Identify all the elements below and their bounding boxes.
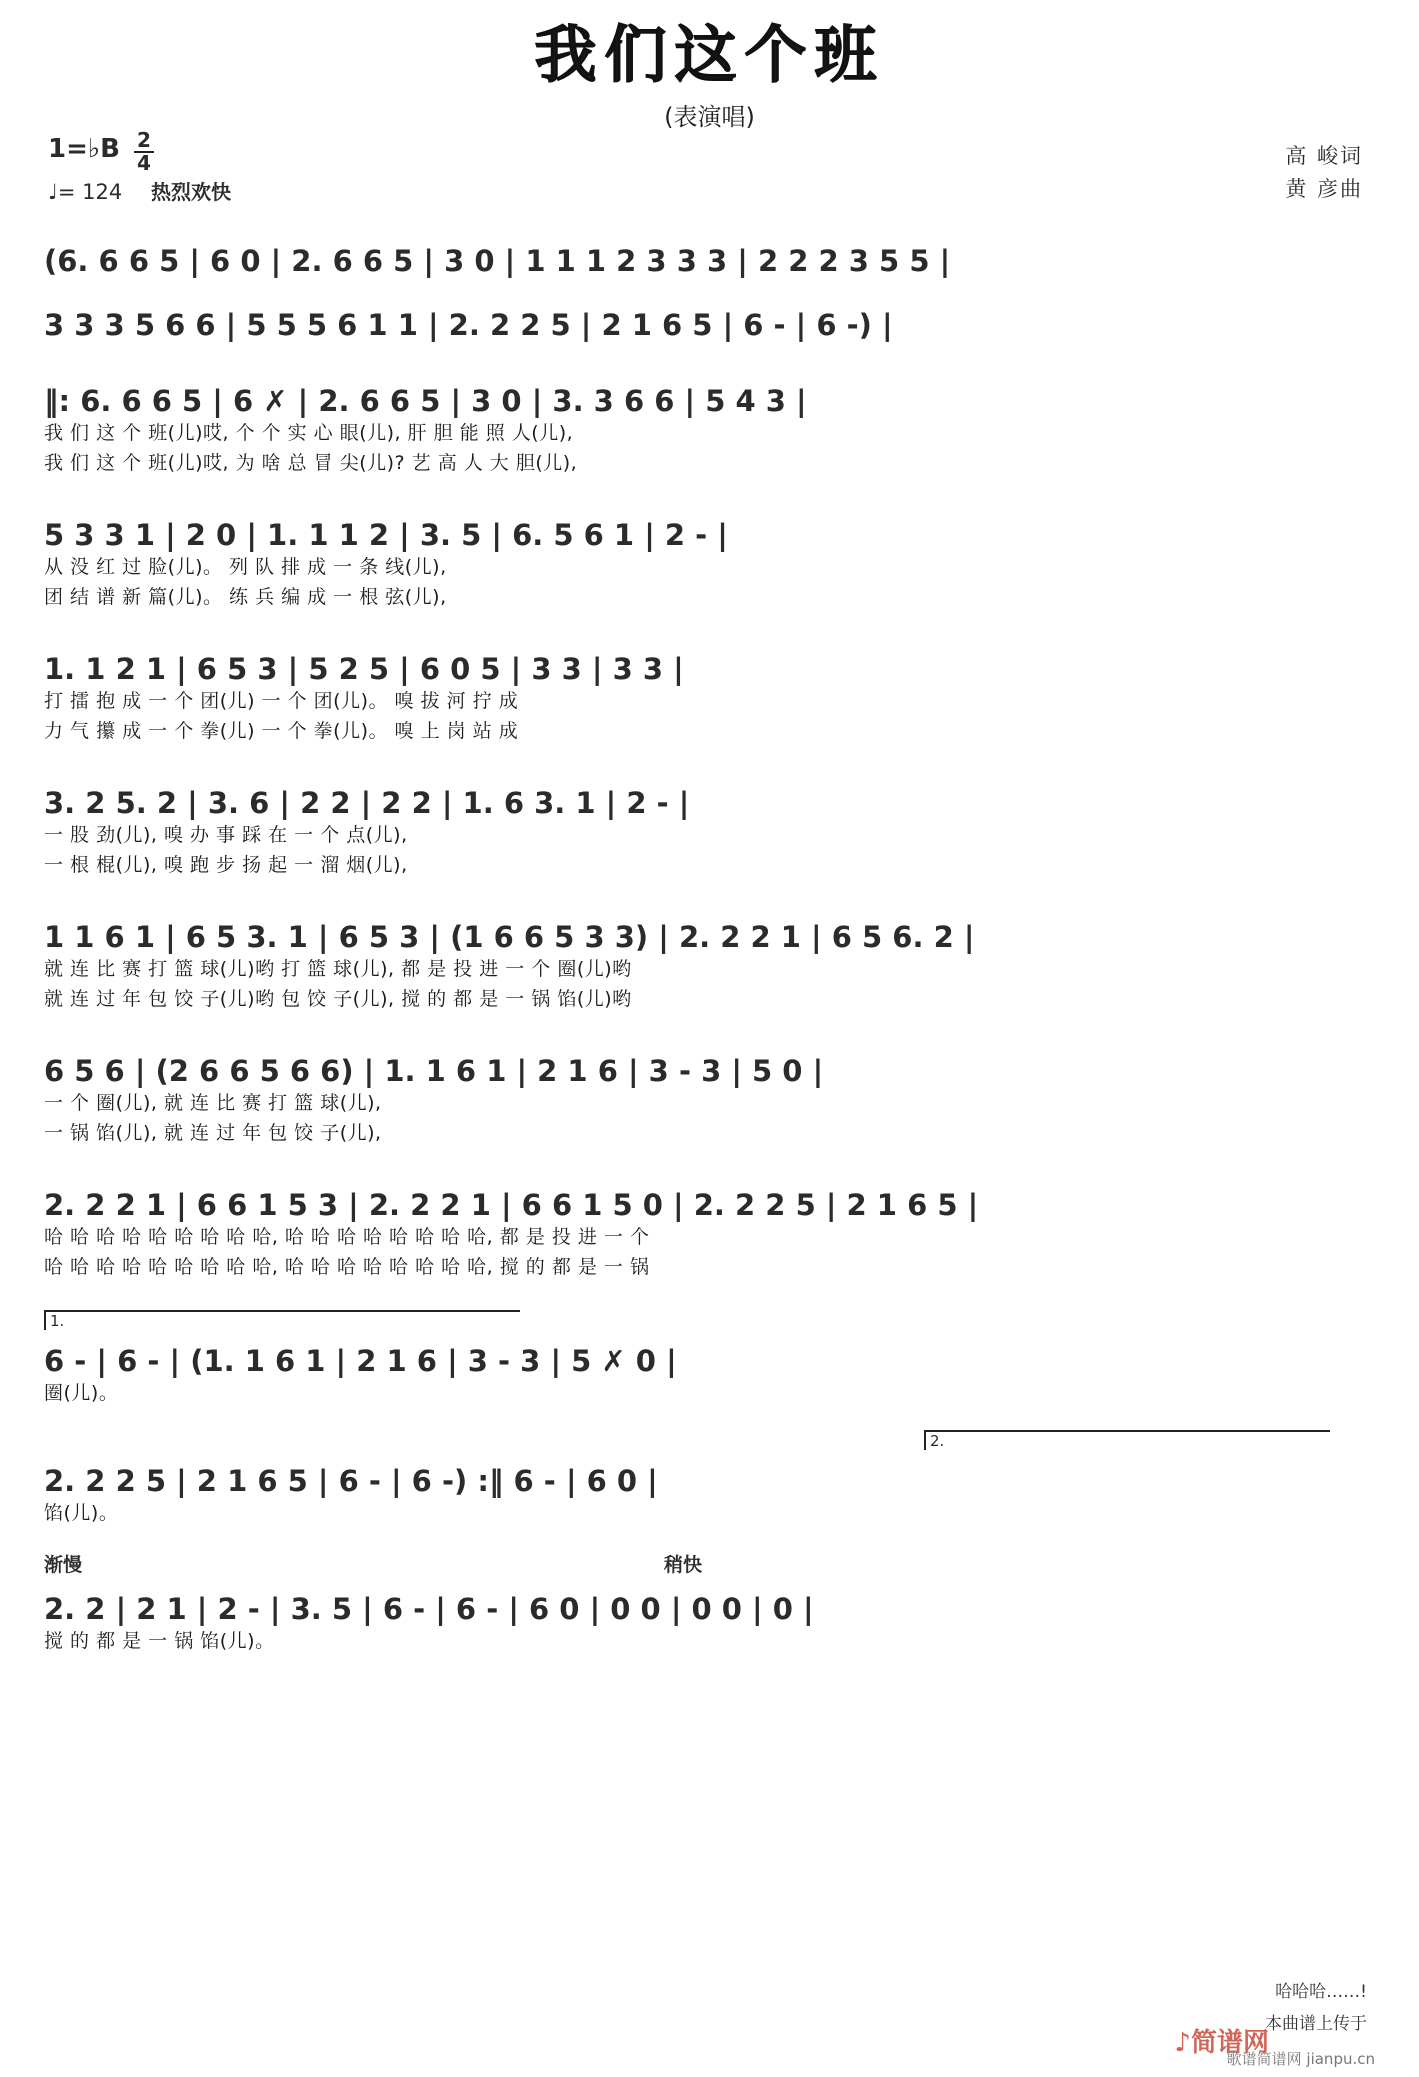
site-watermark: 歌谱简谱网 jianpu.cn bbox=[1226, 2050, 1375, 2068]
lyric-text: 我 们 这 个 班(儿)哎, 个 个 实 心 眼(儿), 肝 胆 能 照 人(儿), bbox=[44, 422, 574, 445]
notation-text: (6. 6 6 5 | 6 0 | 2. 6 6 5 | 3 0 | 1 1 1 2 3 3 3 | 2 2 2 3 5 5 | bbox=[44, 244, 951, 279]
notation-row bbox=[44, 500, 1375, 552]
notation-text: 5 3 3 1 | 2 0 | 1. 1 1 2 | 3. 5 | 6. 5 6 1 | 2 - | bbox=[44, 518, 728, 553]
lyric-text: 我 们 这 个 班(儿)哎, 为 啥 总 冒 尖(儿)? 艺 高 人 大 胆(儿), bbox=[44, 452, 578, 475]
music-system-9 bbox=[44, 1164, 1375, 1282]
music-system-4 bbox=[44, 494, 1375, 612]
lyric-row-verse1 bbox=[44, 954, 1375, 984]
mood-marking: 热烈欢快 bbox=[150, 180, 231, 205]
lyric-row-verse2 bbox=[44, 582, 1375, 612]
volta-label: 1. bbox=[50, 1312, 65, 1331]
tempo-marking bbox=[48, 176, 231, 205]
page-title: 我们这个班 bbox=[534, 18, 885, 91]
notation-row bbox=[44, 290, 1375, 342]
music-system-11 bbox=[44, 1424, 1375, 1528]
lyric-row-verse1 bbox=[44, 1088, 1375, 1118]
music-system-1 bbox=[44, 220, 1375, 278]
notation-row bbox=[44, 1574, 1375, 1626]
tempo-mark-faster: 稍快 bbox=[664, 1554, 703, 1577]
spoken-text: 哈哈哈……! bbox=[1275, 1982, 1367, 2002]
notation-row bbox=[44, 1446, 1375, 1498]
music-system-12 bbox=[44, 1544, 1375, 1656]
lyric-text: 一 个 圈(儿), 就 连 比 赛 打 篮 球(儿), bbox=[44, 1092, 382, 1115]
music-system-8 bbox=[44, 1030, 1375, 1148]
lyric-text: 哈 哈 哈 哈 哈 哈 哈 哈 哈, 哈 哈 哈 哈 哈 哈 哈 哈, 搅 的 都 是 一 锅 bbox=[44, 1256, 650, 1279]
music-system-7 bbox=[44, 896, 1375, 1014]
lyric-text: 团 结 谱 新 篇(儿)。 练 兵 编 成 一 根 弦(儿), bbox=[44, 586, 447, 609]
lyric-row-verse2 bbox=[44, 448, 1375, 478]
lyric-text: 从 没 红 过 脸(儿)。 列 队 排 成 一 条 线(儿), bbox=[44, 556, 447, 579]
notation-text: 2. 2 2 1 | 6 6 1 5 3 | 2. 2 2 1 | 6 6 1 5 0 | 2. 2 2 5 | 2 1 6 5 | bbox=[44, 1188, 979, 1223]
tempo-value: ♩= 124 bbox=[48, 180, 123, 205]
lyric-row-verse1 bbox=[44, 686, 1375, 716]
lyric-row-verse1 bbox=[44, 1626, 1375, 1656]
lyric-text: 哈 哈 哈 哈 哈 哈 哈 哈 哈, 哈 哈 哈 哈 哈 哈 哈 哈, 都 是 投 进 一 个 bbox=[44, 1226, 650, 1249]
footer-note bbox=[1265, 1980, 1367, 2037]
score-header-meta bbox=[0, 128, 1419, 220]
notation-text: 1. 1 2 1 | 6 5 3 | 5 2 5 | 6 0 5 | 3 3 | 3 3 | bbox=[44, 652, 684, 687]
lyric-text: 圈(儿)。 bbox=[44, 1382, 119, 1405]
notation-text: 3 3 3 5 6 6 | 5 5 5 6 1 1 | 2. 2 2 5 | 2 1 6 5 | 6 - | 6 -) | bbox=[44, 308, 893, 343]
lyric-text: 馅(儿)。 bbox=[44, 1502, 119, 1525]
notation-text: 6 - | 6 - | (1. 1 6 1 | 2 1 6 | 3 - 3 | 5 ✗ 0 | bbox=[44, 1344, 677, 1379]
lyric-row-verse1 bbox=[44, 418, 1375, 448]
sheet-music-page bbox=[0, 18, 1419, 2077]
time-signature-denominator: 4 bbox=[136, 151, 151, 176]
lyric-row-verse1 bbox=[44, 1498, 1375, 1528]
volta-label: 2. bbox=[930, 1432, 945, 1451]
lyric-text: 就 连 过 年 包 饺 子(儿)哟 包 饺 子(儿), 搅 的 都 是 一 锅 馅(儿)哟 bbox=[44, 988, 632, 1011]
music-system-5 bbox=[44, 628, 1375, 746]
lyric-row-verse1 bbox=[44, 1378, 1375, 1408]
notation-row bbox=[44, 366, 1375, 418]
lyric-row-verse2 bbox=[44, 984, 1375, 1014]
site-logo-watermark: ♪简谱网 bbox=[1174, 2028, 1269, 2058]
tempo-mark-slower: 渐慢 bbox=[44, 1554, 83, 1577]
lyric-row-verse2 bbox=[44, 1252, 1375, 1282]
lyric-row-verse1 bbox=[44, 820, 1375, 850]
upload-note: 本曲谱上传于 bbox=[1265, 2013, 1367, 2034]
music-system-10 bbox=[44, 1304, 1375, 1408]
notation-row bbox=[44, 1170, 1375, 1222]
notation-row bbox=[44, 226, 1375, 278]
credits bbox=[1285, 140, 1363, 205]
notation-row bbox=[44, 1326, 1375, 1378]
lyric-text: 搅 的 都 是 一 锅 馅(儿)。 bbox=[44, 1630, 275, 1653]
lyric-text: 一 锅 馅(儿), 就 连 过 年 包 饺 子(儿), bbox=[44, 1122, 382, 1145]
notation-text: 2. 2 2 5 | 2 1 6 5 | 6 - | 6 -) :‖ 6 - | 6 0 | bbox=[44, 1464, 658, 1499]
lyric-row-verse2 bbox=[44, 1118, 1375, 1148]
notation-row bbox=[44, 902, 1375, 954]
time-signature bbox=[134, 130, 154, 174]
notation-text: ‖: 6. 6 6 5 | 6 ✗ | 2. 6 6 5 | 3 0 | 3. 3 6 6 | 5 4 3 | bbox=[44, 384, 807, 419]
lyricist-credit: 高 峻词 bbox=[1285, 144, 1363, 169]
lyric-text: 一 股 劲(儿), 嗅 办 事 踩 在 一 个 点(儿), bbox=[44, 824, 408, 847]
lyric-text: 力 气 攥 成 一 个 拳(儿) 一 个 拳(儿)。 嗅 上 岗 站 成 bbox=[44, 720, 519, 743]
notation-row bbox=[44, 768, 1375, 820]
composer-credit: 黄 彦曲 bbox=[1285, 176, 1363, 201]
lyric-text: 打 擂 抱 成 一 个 团(儿) 一 个 团(儿)。 嗅 拔 河 拧 成 bbox=[44, 690, 519, 713]
music-system-2 bbox=[44, 284, 1375, 342]
page-subtitle: (表演唱) bbox=[664, 103, 755, 132]
notation-row bbox=[44, 1036, 1375, 1088]
key-label: 1=♭B bbox=[48, 134, 120, 165]
lyric-row-verse1 bbox=[44, 552, 1375, 582]
time-signature-numerator: 2 bbox=[134, 130, 154, 153]
lyric-row-verse2 bbox=[44, 850, 1375, 880]
lyric-row-verse1 bbox=[44, 1222, 1375, 1252]
notation-text: 6 5 6 | (2 6 6 5 6 6) | 1. 1 6 1 | 2 1 6 | 3 - 3 | 5 0 | bbox=[44, 1054, 824, 1089]
lyric-text: 一 根 棍(儿), 嗅 跑 步 扬 起 一 溜 烟(儿), bbox=[44, 854, 408, 877]
music-system-3 bbox=[44, 360, 1375, 478]
lyric-text: 就 连 比 赛 打 篮 球(儿)哟 打 篮 球(儿), 都 是 投 进 一 个 圈(儿)哟 bbox=[44, 958, 632, 981]
notation-text: 2. 2 | 2 1 | 2 - | 3. 5 | 6 - | 6 - | 6 0 | 0 0 | 0 0 | 0 | bbox=[44, 1592, 814, 1627]
notation-row bbox=[44, 634, 1375, 686]
music-system-6 bbox=[44, 762, 1375, 880]
notation-text: 3. 2 5. 2 | 3. 6 | 2 2 | 2 2 | 1. 6 3. 1 | 2 - | bbox=[44, 786, 690, 821]
lyric-row-verse2 bbox=[44, 716, 1375, 746]
key-signature bbox=[48, 128, 154, 178]
notation-text: 1 1 6 1 | 6 5 3. 1 | 6 5 3 | (1 6 6 5 3 3) | 2. 2 2 1 | 6 5 6. 2 | bbox=[44, 920, 975, 955]
